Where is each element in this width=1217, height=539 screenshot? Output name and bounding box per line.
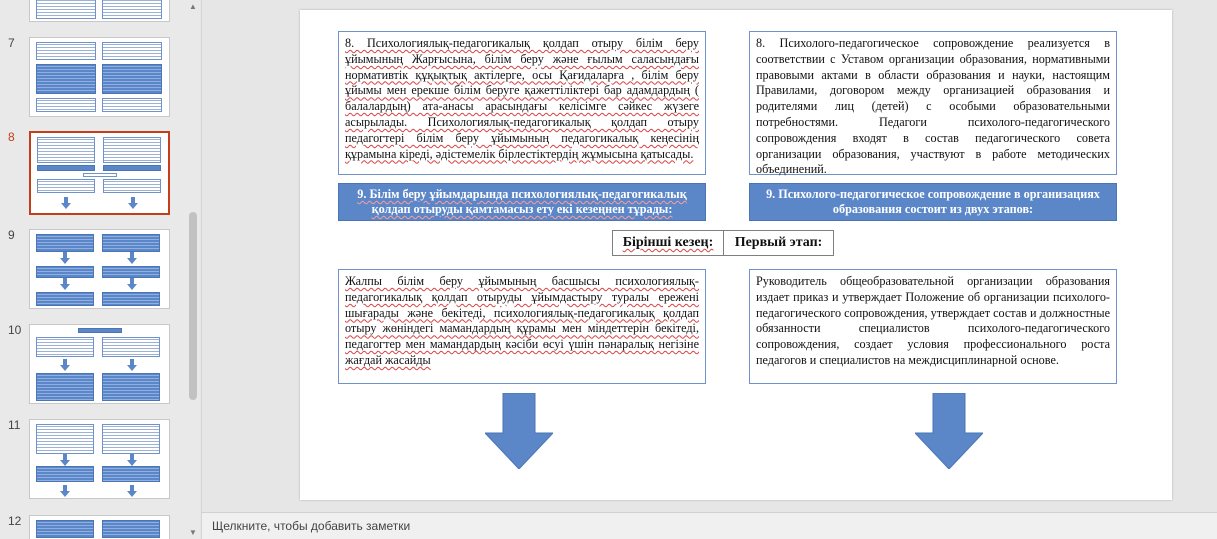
scrollbar-thumb[interactable] (189, 212, 197, 400)
ru-text-box-8[interactable] (749, 31, 1117, 175)
slide-thumbnail-11[interactable] (29, 419, 170, 499)
down-arrow-left-icon (485, 393, 553, 469)
kz-stage1-text: Жалпы білім беру ұйымының басшысы психологиялық-педагогикалық қолдап отыруды ұйымдастыру туралы ережені шығарады және бекітеді, психологиялық-педагогикалық қолдап отыру жөніндегі мамандардың құрамы мен міндеттерін бекітеді, педагогтер мен мамандардың кәсіби өсуі үшін пәнаралық негізіне жағдай жасайды (345, 274, 699, 367)
ru-stage-text: Первый этап: (734, 235, 823, 250)
slide-thumbnail-6[interactable] (29, 0, 170, 22)
kz-stage-label[interactable] (612, 230, 724, 256)
ru-stage1-text-box[interactable] (749, 269, 1117, 384)
kz-heading-box-9[interactable] (338, 183, 706, 221)
kz-text-box-8[interactable] (338, 31, 706, 175)
scroll-up-icon[interactable]: ▲ (189, 2, 197, 11)
slide-number-10: 10 (8, 323, 22, 337)
slide-thumbnail-7[interactable] (29, 37, 170, 117)
kz-stage-text: Бірінші кезең: (622, 235, 714, 250)
slide-thumbnail-9[interactable] (29, 229, 170, 309)
slide-number-8: 8 (8, 130, 15, 144)
slide-editor-area (201, 0, 1217, 512)
slide-number-11: 11 (8, 418, 21, 432)
ru-heading-box-9[interactable] (749, 183, 1117, 221)
slide-canvas[interactable] (300, 10, 1172, 500)
scroll-down-icon[interactable]: ▼ (189, 528, 197, 537)
slide-number-7: 7 (8, 36, 15, 50)
kz-stage1-text-box[interactable] (338, 269, 706, 384)
thumbnails-scrollbar[interactable] (186, 0, 200, 539)
slide-thumbnail-10[interactable] (29, 324, 170, 404)
notes-placeholder[interactable]: Щелкните, чтобы добавить заметки (212, 519, 411, 533)
ru-heading-text-9: 9. Психолого-педагогическое сопровождение в организациях образования состоит из двух этапов: (766, 187, 1100, 216)
slide-thumbnails-pane (0, 0, 200, 539)
notes-pane[interactable] (201, 512, 1217, 539)
slide-thumbnail-8-active[interactable] (29, 131, 170, 215)
slide-number-12: 12 (8, 514, 22, 528)
ru-text-8: 8. Психолого-педагогическое сопровождение реализуется в соответствии с Уставом организации образования, нормативными правовыми актами в области образования и науки, настоящим Правилами, договором между организацией образования и родителями лиц (детей) с особыми образовательными потребностями. Педагоги психолого-педагогического сопровождения входят в состав педагогического совета организации образования, участвуют в работе методических объединений. (756, 36, 1110, 177)
ru-stage-label[interactable] (723, 230, 834, 256)
ru-stage1-text: Руководитель общеобразовательной организации образования издает приказ и утверждает Положение об организации психолого-педагогического сопровождения, утверждает состав и должностные обязанности специалистов психолого-педагогического сопровождения, создает условия профессионального роста педагогов и специалистов на междисциплинарной основе. (756, 274, 1110, 367)
kz-text-8: 8. Психологиялық-педагогикалық қолдап отыру білім беру ұйымының Жарғысына, білім беру және ғылым саласындағы нормативтік құқықтық актілерге, осы Қағидаларға , білім беру ұйымы мен ерекше білім беруге қажеттіліктері бар адамдардың ( балалардың) ата-анасы арасындағы келісімге сәйкес жүзеге асырылады. Психологиялық-педагогикалық қолдап отыру педагогтері білім беру ұйымының педагогикалық кеңесінің құрамына кіреді, әдістемелік бірлестіктердің жұмысына қатысады. (345, 36, 699, 161)
down-arrow-right-icon (915, 393, 983, 469)
slide-thumbnail-12[interactable] (29, 515, 170, 539)
slide-number-9: 9 (8, 228, 15, 242)
kz-heading-text-9: 9. Білім беру ұйымдарында психологиялық-педагогикалық қолдап отыруды қамтамасыз ету екі кезеңнен тұрады: (357, 187, 687, 216)
